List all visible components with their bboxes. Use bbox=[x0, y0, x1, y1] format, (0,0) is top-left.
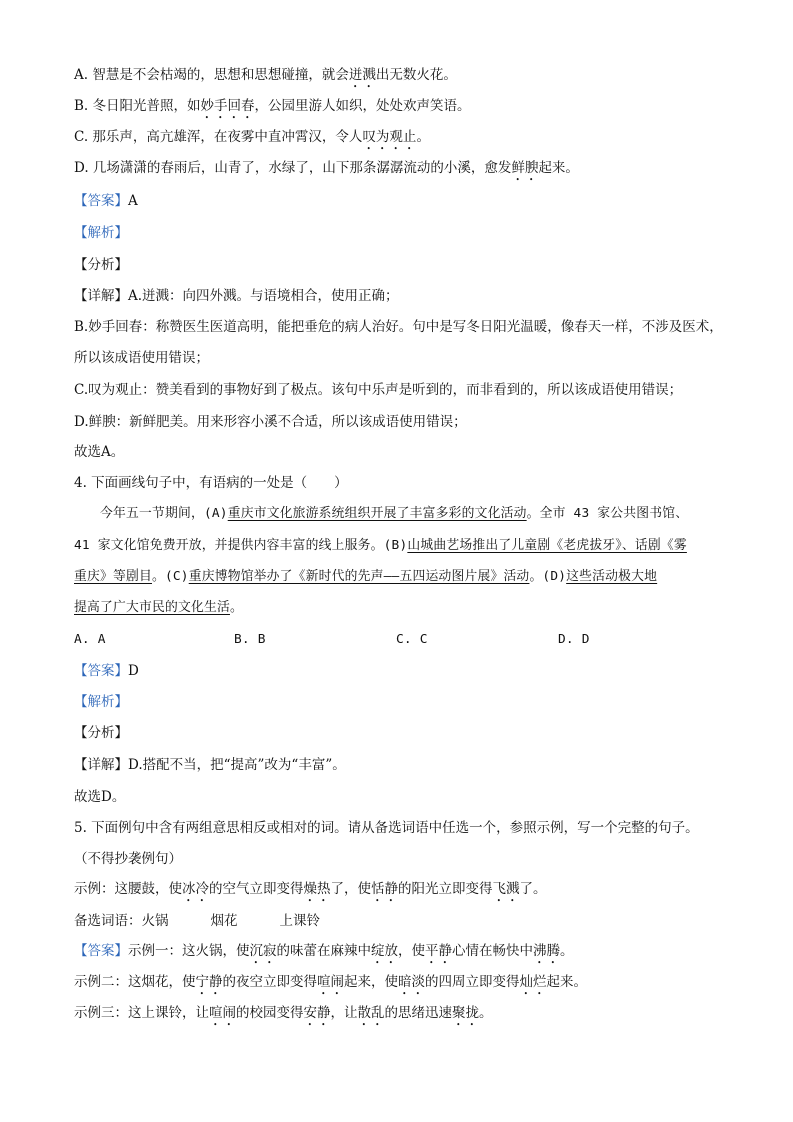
detail-label: 【详解】 bbox=[74, 757, 128, 773]
q4-passage-line-2 bbox=[74, 537, 687, 555]
underlined-sentence-a: 重庆市文化旅游系统组织开展了丰富多彩的文化活动 bbox=[227, 506, 527, 521]
answer-text: 。 bbox=[479, 1005, 493, 1021]
option-b-text: B. 冬日阳光普照，如 bbox=[74, 98, 201, 114]
q5-options bbox=[74, 912, 320, 930]
answer-text: 起来。 bbox=[546, 974, 587, 990]
underlined-sentence-b-cont: 重庆》等剧目 bbox=[74, 569, 152, 584]
option-c-emphasis: 叹为观止 bbox=[362, 129, 417, 145]
answer-text: 起来，使 bbox=[344, 974, 398, 990]
answer-text: 的味蕾在麻辣中 bbox=[276, 943, 371, 959]
option-a-tail: 出无数火花。 bbox=[375, 67, 457, 83]
example-emphasis: 恬静 bbox=[371, 881, 398, 897]
q4-fenxi: 【分析】 bbox=[74, 725, 128, 741]
passage-text: 。(D) bbox=[529, 569, 567, 584]
q3-detail-c: C.叹为观止：赞美看到的事物好到了极点。该句中乐声是听到的，而非看到的，所以该成语使用错误； bbox=[74, 382, 683, 398]
option-c bbox=[74, 128, 430, 153]
q4-option-b: B. B bbox=[234, 632, 266, 647]
answer-emphasis: 喧闹 bbox=[317, 974, 344, 990]
q5-stem-line-2: （不得抄袭例句） bbox=[74, 851, 182, 867]
passage-text: 今年五一节期间，(A) bbox=[100, 506, 228, 521]
option-c-text: C. 那乐声，高亢雄浑，在夜雾中直冲霄汉，令人 bbox=[74, 129, 363, 145]
option-d-text: D. 几场潇潇的春雨后，山青了，水绿了，山下那条潺潺流动的小溪，愈发 bbox=[74, 160, 512, 176]
example-emphasis: 燥热 bbox=[303, 881, 331, 897]
q4-passage-line-1 bbox=[100, 505, 688, 523]
answer-emphasis: 灿烂 bbox=[519, 974, 547, 990]
answer-text: 的四周立即变得 bbox=[425, 974, 520, 990]
passage-text: 。全市 43 家公共图书馆、 bbox=[526, 506, 689, 521]
answer-emphasis: 平静 bbox=[425, 943, 452, 959]
option-word: 火锅 bbox=[141, 913, 169, 929]
q4-answer bbox=[74, 662, 139, 680]
q5-stem-line-1: 5. 下面例句中含有两组意思相反或相对的词。请从备选词语中任选一个，参照示例，写一个完整的句子。 bbox=[74, 820, 699, 836]
underlined-sentence-d: 这些活动极大地 bbox=[566, 569, 658, 584]
answer-text: 的思绪迅速 bbox=[384, 1005, 452, 1021]
q4-option-c: C. C bbox=[396, 632, 428, 647]
option-d bbox=[74, 159, 579, 184]
answer-emphasis: 散乱 bbox=[357, 1005, 385, 1021]
q3-detail-b1: B.妙手回春：称赞医生医道高明，能把垂危的病人治好。句中是写冬日阳光温暖，像春天一样，不涉及医术， bbox=[74, 319, 723, 335]
underlined-sentence-d-cont: 提高了广大市民的文化生活 bbox=[74, 600, 230, 615]
answer-text: 示例三：这上课铃，让 bbox=[74, 1005, 209, 1021]
q3-jiexi: 【解析】 bbox=[74, 225, 128, 241]
q4-option-a: A. A bbox=[74, 632, 106, 647]
q4-jiexi: 【解析】 bbox=[74, 694, 128, 710]
example-text: 的阳光立即变得 bbox=[398, 881, 493, 897]
answer-text: 示例二：这烟花，使 bbox=[74, 974, 196, 990]
q3-detail-a bbox=[74, 287, 399, 305]
q4-passage-line-3 bbox=[74, 568, 657, 586]
answer-text: ，让 bbox=[330, 1005, 358, 1021]
answer-text: 的校园变得 bbox=[236, 1005, 304, 1021]
example-text: 了，使 bbox=[330, 881, 371, 897]
answer-emphasis: 沸腾 bbox=[533, 943, 560, 959]
passage-text: 。(C) bbox=[151, 569, 189, 584]
option-d-tail: 起来。 bbox=[538, 160, 579, 176]
q3-conclusion: 故选A。 bbox=[74, 444, 125, 460]
q4-option-d: D. D bbox=[558, 632, 590, 647]
answer-text: 的夜空立即变得 bbox=[222, 974, 317, 990]
q4-passage-line-4 bbox=[74, 599, 243, 617]
option-a bbox=[74, 66, 457, 91]
answer-emphasis: 安静 bbox=[303, 1005, 331, 1021]
q4-conclusion: 故选D。 bbox=[74, 789, 126, 805]
answer-emphasis: 绽放 bbox=[371, 943, 398, 959]
option-d-emphasis: 鲜腴 bbox=[511, 160, 539, 176]
answer-text: ，使 bbox=[398, 943, 425, 959]
q5-answer-3 bbox=[74, 1004, 493, 1029]
answer-emphasis: 沉寂 bbox=[249, 943, 277, 959]
passage-text: 41 家文化馆免费开放，并提供内容丰富的线上服务。(B) bbox=[74, 538, 408, 553]
answer-label: 【答案】 bbox=[74, 663, 128, 679]
example-text: 示例：这腰鼓，使 bbox=[74, 881, 182, 897]
q4-options bbox=[74, 631, 694, 649]
detail-a-text: A.迸溅：向四外溅。与语境相合，使用正确； bbox=[128, 288, 399, 304]
q5-example bbox=[74, 880, 547, 905]
detail-label: 【详解】 bbox=[74, 288, 128, 304]
underlined-sentence-c: 重庆博物馆举办了《新时代的先声——五四运动图片展》活动 bbox=[188, 569, 530, 584]
passage-text: 。 bbox=[229, 600, 243, 615]
answer-label: 【答案】 bbox=[74, 943, 128, 959]
answer-emphasis: 喧闹 bbox=[209, 1005, 236, 1021]
answer-emphasis: 聚拢 bbox=[452, 1005, 479, 1021]
answer-value: A bbox=[128, 193, 138, 209]
answer-text: 示例一：这火锅，使 bbox=[128, 943, 250, 959]
q4-stem: 4. 下面画线句子中，有语病的一处是（ ） bbox=[74, 475, 348, 491]
answer-emphasis: 宁静 bbox=[195, 974, 223, 990]
option-word: 上课铃 bbox=[279, 913, 320, 929]
q5-answer-1 bbox=[74, 942, 574, 967]
options-label: 备选词语： bbox=[74, 913, 142, 929]
example-text: 的空气立即变得 bbox=[209, 881, 304, 897]
option-a-text: A. 智慧是不会枯竭的，思想和思想碰撞，就会 bbox=[74, 67, 349, 83]
option-b bbox=[74, 97, 471, 122]
option-b-emphasis: 妙手回春 bbox=[200, 98, 255, 114]
q4-detail bbox=[74, 756, 346, 774]
option-word: 烟花 bbox=[210, 913, 238, 929]
example-text: 了。 bbox=[519, 881, 547, 897]
option-c-tail: 。 bbox=[416, 129, 430, 145]
answer-emphasis: 暗淡 bbox=[398, 974, 425, 990]
answer-value: D bbox=[128, 663, 139, 679]
q3-detail-b2: 所以该成语使用错误； bbox=[74, 350, 209, 366]
example-emphasis: 飞溅 bbox=[492, 881, 520, 897]
example-emphasis: 冰冷 bbox=[182, 881, 209, 897]
option-a-emphasis: 迸溅 bbox=[348, 67, 376, 83]
q3-fenxi: 【分析】 bbox=[74, 257, 128, 273]
underlined-sentence-b: 山城曲艺场推出了儿童剧《老虎拔牙》、话剧《雾 bbox=[407, 538, 687, 553]
option-b-tail: ，公园里游人如织，处处欢声笑语。 bbox=[254, 98, 471, 114]
q5-answer-2 bbox=[74, 973, 587, 998]
q3-answer bbox=[74, 192, 138, 210]
answer-text: 心情在畅快中 bbox=[452, 943, 533, 959]
answer-label: 【答案】 bbox=[74, 193, 128, 209]
detail-text: D.搭配不当，把“提高”改为“丰富”。 bbox=[128, 757, 346, 773]
answer-text: 。 bbox=[560, 943, 574, 959]
q3-detail-d: D.鲜腴：新鲜肥美。用来形容小溪不合适，所以该成语使用错误； bbox=[74, 414, 467, 430]
